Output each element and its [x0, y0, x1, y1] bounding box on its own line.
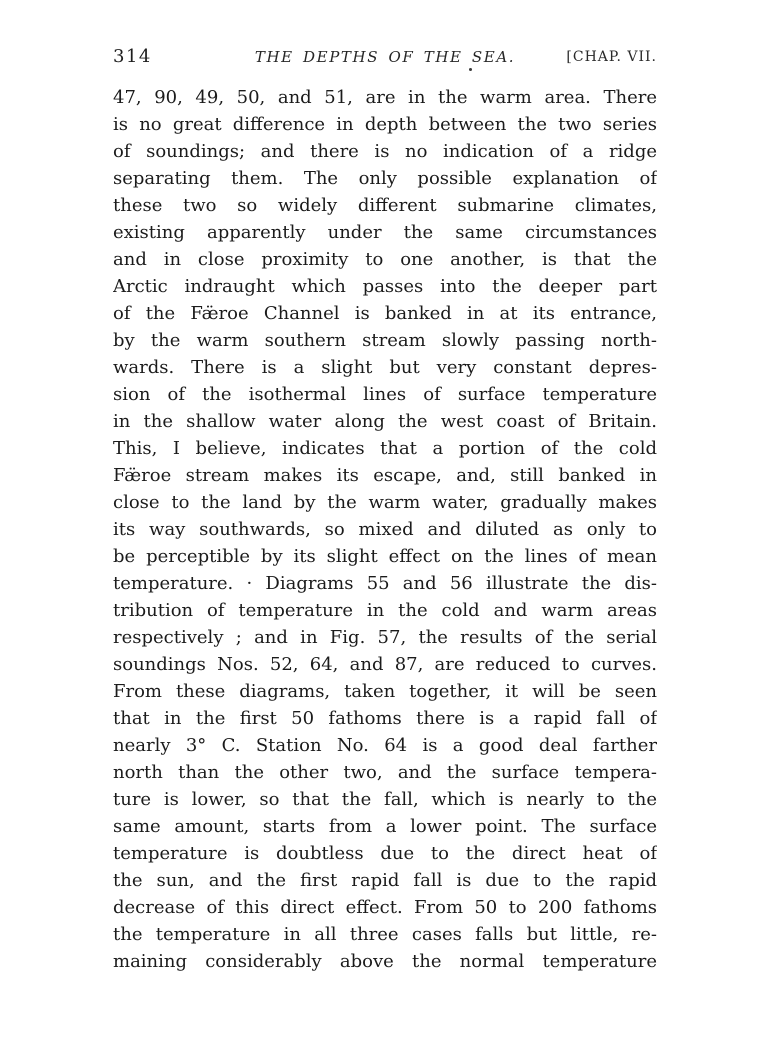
text-line: decrease of this direct effect. From 50 to 200 fathoms	[113, 897, 657, 918]
text-line: by the warm southern stream slowly passing north-	[113, 330, 657, 351]
text-line: temperature is doubtless due to the direct heat of	[113, 843, 657, 864]
text-line: 47, 90, 49, 50, and 51, are in the warm area. There	[113, 87, 657, 108]
text-line: temperature. · Diagrams 55 and 56 illustrate the dis-	[113, 573, 657, 594]
text-line: that in the first 50 fathoms there is a rapid fall of	[113, 708, 657, 729]
text-line: its way southwards, so mixed and diluted as only to	[113, 519, 657, 540]
printers-dot-mark	[469, 68, 472, 71]
running-title: THE DEPTHS OF THE SEA.	[254, 48, 516, 66]
text-line: separating them. The only possible explanation of	[113, 168, 657, 189]
text-line: north than the other two, and the surface tempera-	[113, 762, 657, 783]
text-line: maining considerably above the normal temperature	[113, 951, 657, 972]
text-line: From these diagrams, taken together, it will be seen	[113, 681, 657, 702]
page-header	[113, 46, 657, 66]
text-line: these two so widely different submarine climates,	[113, 195, 657, 216]
text-line: and in close proximity to one another, is that the	[113, 249, 657, 270]
text-line: be perceptible by its slight effect on the lines of mean	[113, 546, 657, 567]
text-line: Arctic indraught which passes into the deeper part	[113, 276, 657, 297]
text-line: existing apparently under the same circumstances	[113, 222, 657, 243]
chapter-label: [CHAP. VII.	[566, 49, 657, 65]
text-line: same amount, starts from a lower point. The surface	[113, 816, 657, 837]
text-line: of the Fæ̈roe Channel is banked in at its entrance,	[113, 303, 657, 324]
text-line: This, I believe, indicates that a portion of the cold	[113, 438, 657, 459]
text-line: tribution of temperature in the cold and warm areas	[113, 600, 657, 621]
text-line: the sun, and the first rapid fall is due to the rapid	[113, 870, 657, 891]
text-line: close to the land by the warm water, gradually makes	[113, 492, 657, 513]
page-text	[113, 84, 657, 975]
text-line: Fæ̈roe stream makes its escape, and, still banked in	[113, 465, 657, 486]
text-line: wards. There is a slight but very constant depres-	[113, 357, 657, 378]
text-line: ture is lower, so that the fall, which is nearly to the	[113, 789, 657, 810]
text-line: respectively ; and in Fig. 57, the results of the serial	[113, 627, 657, 648]
text-line: of soundings; and there is no indication of a ridge	[113, 141, 657, 162]
text-line: is no great difference in depth between the two series	[113, 114, 657, 135]
page-number: 314	[113, 46, 152, 67]
text-line: nearly 3° C. Station No. 64 is a good deal farther	[113, 735, 657, 756]
text-line: the temperature in all three cases falls but little, re-	[113, 924, 657, 945]
text-line: in the shallow water along the west coast of Britain.	[113, 411, 657, 432]
text-line: soundings Nos. 52, 64, and 87, are reduced to curves.	[113, 654, 657, 675]
text-line: sion of the isothermal lines of surface temperature	[113, 384, 657, 405]
